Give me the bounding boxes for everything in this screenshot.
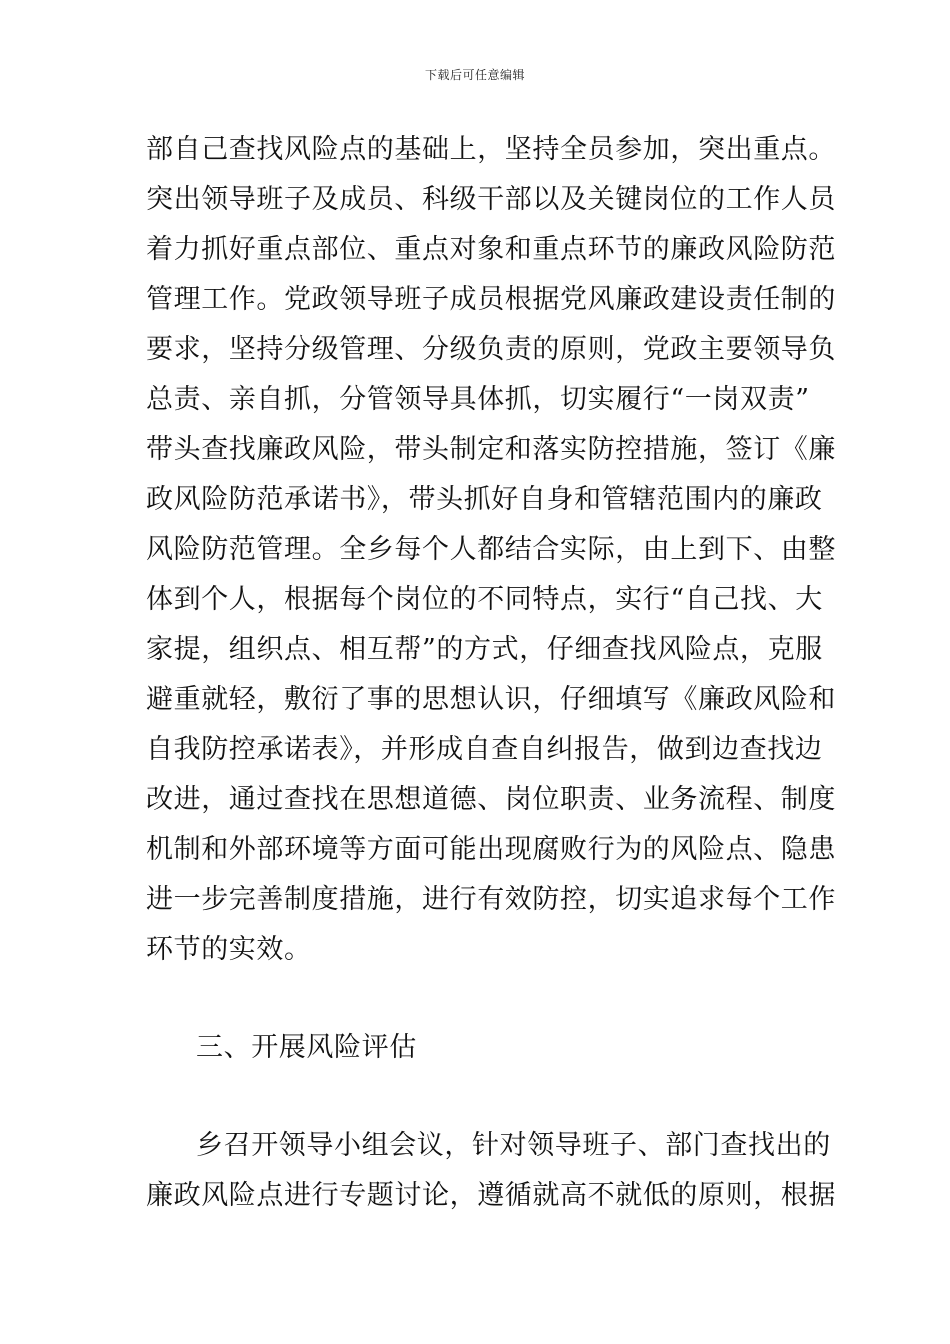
paragraph-line: 进一步完善制度措施，进行有效防控，切实追求每个工作 <box>146 884 836 915</box>
paragraph-line: 突出领导班子及成员、科级干部以及关键岗位的工作人员 <box>146 184 836 215</box>
paragraph-line: 体到个人，根据每个岗位的不同特点，实行“自己找、大 <box>146 584 823 615</box>
paragraph-line: 带头查找廉政风险，带头制定和落实防控措施，签订《廉 <box>146 434 836 465</box>
paragraph-line: 部自己查找风险点的基础上，坚持全员参加，突出重点。 <box>146 134 836 165</box>
paragraph-line: 家提，组织点、相互帮”的方式，仔细查找风险点，克服 <box>146 634 823 665</box>
paragraph-line: 政风险防范承诺书》，带头抓好自身和管辖范围内的廉政 <box>146 484 823 515</box>
paragraph-line: 自我防控承诺表》，并形成自查自纠报告，做到边查找边 <box>146 734 823 765</box>
paragraph-line: 管理工作。党政领导班子成员根据党风廉政建设责任制的 <box>146 284 836 315</box>
paragraph-line: 乡召开领导小组会议，针对领导班子、部门查找出的 <box>196 1130 831 1161</box>
paragraph-line: 总责、亲自抓，分管领导具体抓，切实履行“一岗双责” <box>146 384 810 415</box>
paragraph-line: 着力抓好重点部位、重点对象和重点环节的廉政风险防范 <box>146 234 836 265</box>
paragraph-line: 廉政风险点进行专题讨论，遵循就高不就低的原则，根据 <box>146 1180 836 1211</box>
section-heading: 三、开展风险评估 <box>196 1032 417 1063</box>
header-note: 下载后可任意编辑 <box>424 68 525 82</box>
paragraph-line: 改进，通过查找在思想道德、岗位职责、业务流程、制度 <box>146 784 836 815</box>
paragraph-line: 要求，坚持分级管理、分级负责的原则，党政主要领导负 <box>146 334 836 365</box>
paragraph-line: 机制和外部环境等方面可能出现腐败行为的风险点、隐患 <box>146 834 836 865</box>
paragraph-line: 环节的实效。 <box>146 934 312 965</box>
paragraph-line: 避重就轻，敷衍了事的思想认识，仔细填写《廉政风险和 <box>146 684 836 715</box>
paragraph-line: 风险防范管理。全乡每个人都结合实际，由上到下、由整 <box>146 534 836 565</box>
